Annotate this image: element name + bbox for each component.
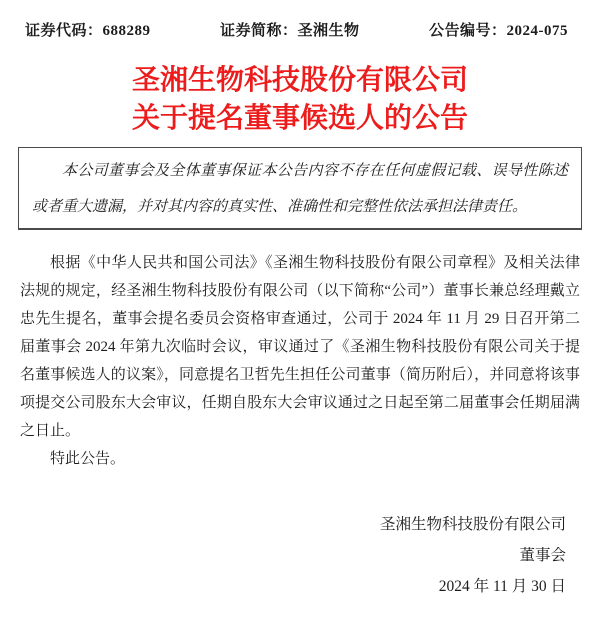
announcement-body [20, 249, 580, 473]
announcement-number: 公告编号：2024-075 [429, 23, 568, 39]
disclaimer-box [18, 147, 582, 230]
body-paragraph: 根据《中华人民共和国公司法》《圣湘生物科技股份有限公司章程》及相关法律法规的规定，经圣湘生物科技股份有限公司（以下简称“公司”）董事长兼总经理戴立忠先生提名，董事会提名委员会资格审查通过，公司于 2024 年 11 月 29 日召开第二届董事会 2024 年第九次临时会议，审议通过了《圣湘生物科技股份有限公司关于提名董事候选人的议案》，同意提名卫哲先生担任公司董事（简历附后），并同意将该事项提交公司股东大会审议，任期自股东大会审议通过之日起至第二届董事会任期届满之日止。 [20, 255, 580, 439]
signature-block [0, 509, 566, 602]
document-header [0, 0, 600, 40]
signature-board: 董事会 [519, 547, 566, 564]
closing-statement: 特此公告。 [50, 451, 126, 467]
title-line-1: 圣湘生物科技股份有限公司 [131, 64, 468, 95]
disclaimer-text: 本公司董事会及全体董事保证本公告内容不存在任何虚假记载、误导性陈述或者重大遗漏，并对其内容的真实性、准确性和完整性依法承担法律责任。 [32, 163, 568, 215]
title-line-2: 关于提名董事候选人的公告 [131, 102, 468, 133]
document-title [0, 61, 600, 137]
stock-code: 证券代码：688289 [25, 23, 151, 39]
signature-date: 2024 年 11 月 30 日 [438, 578, 566, 595]
stock-abbreviation: 证券简称：圣湘生物 [220, 23, 360, 39]
signature-company: 圣湘生物科技股份有限公司 [379, 516, 566, 533]
